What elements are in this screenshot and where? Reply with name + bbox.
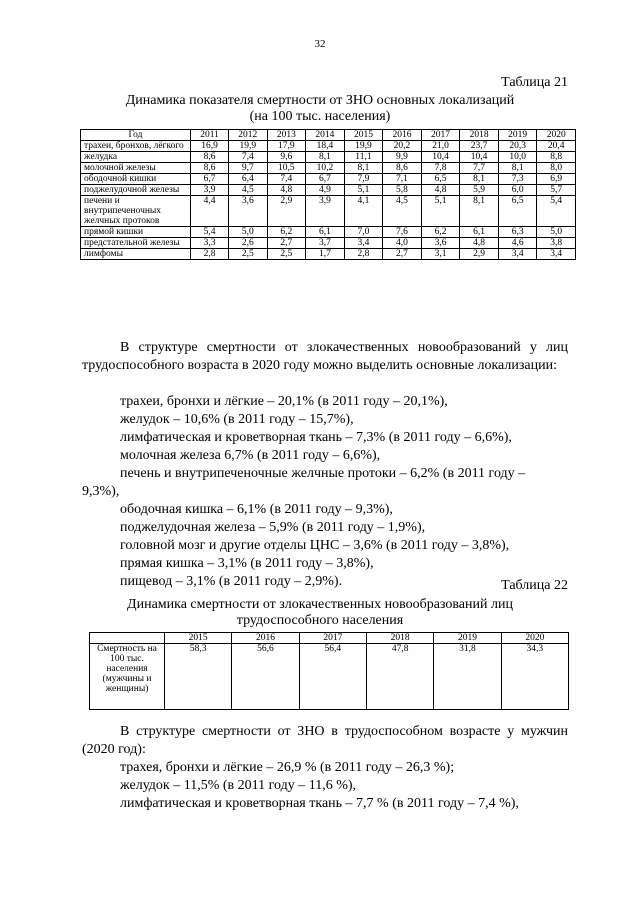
table21-cell: 5,0 bbox=[537, 227, 576, 238]
list1 bbox=[0, 393, 640, 591]
table21-cell: 7,1 bbox=[383, 174, 422, 185]
table21-cell: 3,4 bbox=[498, 249, 537, 260]
table21-cell: 3,9 bbox=[306, 196, 345, 227]
table21-cell: 6,7 bbox=[191, 174, 229, 185]
table21-cell: 8,6 bbox=[191, 163, 229, 174]
table21-cell: 10,0 bbox=[498, 152, 537, 163]
table21-header-cell: 2015 bbox=[344, 130, 383, 141]
table21-cell: 4,9 bbox=[306, 185, 345, 196]
table22-cell: 47,8 bbox=[366, 644, 433, 710]
table21-cell: 2,5 bbox=[267, 249, 306, 260]
table21-cell: 6,5 bbox=[498, 196, 537, 227]
table21-cell: 4,6 bbox=[498, 238, 537, 249]
table21-header-cell: 2011 bbox=[191, 130, 229, 141]
table21-cell: 7,4 bbox=[267, 174, 306, 185]
table21-row bbox=[81, 249, 576, 260]
table21-cell: 5,9 bbox=[460, 185, 499, 196]
table21-header-cell: 2014 bbox=[306, 130, 345, 141]
table21-row-label: желудка bbox=[81, 152, 191, 163]
table21-cell: 5,0 bbox=[229, 227, 268, 238]
table22-cell: 31,8 bbox=[434, 644, 501, 710]
table22-header-cell: 2019 bbox=[434, 633, 501, 644]
paragraph2 bbox=[82, 723, 568, 759]
table21-cell: 7,9 bbox=[344, 174, 383, 185]
table21-cell: 3,4 bbox=[344, 238, 383, 249]
table21-label: Таблица 21 bbox=[501, 75, 568, 90]
table21-cell: 2,7 bbox=[267, 238, 306, 249]
table21-cell: 5,1 bbox=[344, 185, 383, 196]
table22-label: Таблица 22 bbox=[501, 578, 568, 593]
table21-row bbox=[81, 141, 576, 152]
table21-cell: 4,8 bbox=[267, 185, 306, 196]
table21-cell: 5,4 bbox=[191, 227, 229, 238]
table21-cell: 8,6 bbox=[191, 152, 229, 163]
table21-header-cell: 2019 bbox=[498, 130, 537, 141]
table21-cell: 8,1 bbox=[306, 152, 345, 163]
list1-item: прямая кишка – 3,1% (в 2011 году – 3,8%), bbox=[120, 556, 374, 571]
table21-cell: 5,7 bbox=[537, 185, 576, 196]
table22-row-label: Смертность на 100 тыс. населения (мужчины и женщины) bbox=[90, 644, 165, 710]
table21-row bbox=[81, 174, 576, 185]
table21-cell: 4,0 bbox=[383, 238, 422, 249]
table21-cell: 19,9 bbox=[344, 141, 383, 152]
table21-cell: 6,1 bbox=[460, 227, 499, 238]
table22-title-line2: трудоспособного населения bbox=[236, 613, 404, 628]
table21-cell: 7,3 bbox=[498, 174, 537, 185]
table21-cell: 6,0 bbox=[498, 185, 537, 196]
table21-title-line1: Динамика показателя смертности от ЗНО основных локализаций bbox=[125, 93, 515, 108]
table21-cell: 3,3 bbox=[191, 238, 229, 249]
table22-title bbox=[80, 597, 560, 629]
table21-cell: 3,4 bbox=[537, 249, 576, 260]
table21-cell: 8,1 bbox=[498, 163, 537, 174]
table22-header-row bbox=[90, 633, 569, 644]
table21-cell: 2,6 bbox=[229, 238, 268, 249]
table22-header-cell: 2015 bbox=[165, 633, 232, 644]
table21-cell: 2,7 bbox=[383, 249, 422, 260]
table21-row-label: лимфомы bbox=[81, 249, 191, 260]
table21-cell: 10,2 bbox=[306, 163, 345, 174]
table21-row bbox=[81, 185, 576, 196]
table21-cell: 3,7 bbox=[306, 238, 345, 249]
table21-cell: 5,8 bbox=[383, 185, 422, 196]
table21-header-row bbox=[81, 130, 576, 141]
list2-item: желудок – 11,5% (в 2011 году – 11,6 %), bbox=[120, 778, 357, 793]
table21-cell: 3,6 bbox=[421, 238, 460, 249]
list1-item: молочная железа 6,7% (в 2011 году – 6,6%), bbox=[120, 448, 381, 463]
table21-cell: 1,7 bbox=[306, 249, 345, 260]
table21-cell: 17,9 bbox=[267, 141, 306, 152]
table21-header-cell: 2020 bbox=[537, 130, 576, 141]
table21-cell: 18,4 bbox=[306, 141, 345, 152]
table21-header-cell: 2013 bbox=[267, 130, 306, 141]
table21-cell: 10,4 bbox=[460, 152, 499, 163]
table21-cell: 3,6 bbox=[229, 196, 268, 227]
table21-title bbox=[80, 93, 560, 125]
table21-cell: 6,2 bbox=[267, 227, 306, 238]
table21-cell: 5,4 bbox=[537, 196, 576, 227]
table21-header-cell: 2018 bbox=[460, 130, 499, 141]
table22-cell: 34,3 bbox=[501, 644, 568, 710]
table22-cell: 56,4 bbox=[299, 644, 366, 710]
table21-cell: 2,9 bbox=[460, 249, 499, 260]
list1-item: лимфатическая и кроветворная ткань – 7,3% (в 2011 году – 6,6%), bbox=[120, 430, 512, 445]
table21-cell: 9,6 bbox=[267, 152, 306, 163]
table21-cell: 4,5 bbox=[383, 196, 422, 227]
list1-item: желудок – 10,6% (в 2011 году – 15,7%), bbox=[120, 412, 354, 427]
table21-cell: 3,8 bbox=[537, 238, 576, 249]
list1-item: печень и внутрипеченочные желчные протоки – 6,2% (в 2011 году – bbox=[120, 466, 526, 481]
list1-item: пищевод – 3,1% (в 2011 году – 2,9%). bbox=[120, 574, 343, 589]
table22 bbox=[89, 632, 569, 710]
table21-cell: 6,9 bbox=[537, 174, 576, 185]
table21-row-label: поджелудочной железы bbox=[81, 185, 191, 196]
list2-item: трахея, бронхи и лёгкие – 26,9 % (в 2011 году – 26,3 %); bbox=[120, 760, 455, 775]
table21-row bbox=[81, 238, 576, 249]
table21-cell: 6,2 bbox=[421, 227, 460, 238]
table22-cell: 56,6 bbox=[232, 644, 299, 710]
table22-cell: 58,3 bbox=[165, 644, 232, 710]
paragraph1 bbox=[82, 339, 568, 375]
table22-title-line1: Динамика смертности от злокачественных новообразований лиц bbox=[127, 597, 513, 612]
table21-cell: 21,0 bbox=[421, 141, 460, 152]
table21-cell: 7,0 bbox=[344, 227, 383, 238]
table21-cell: 9,9 bbox=[383, 152, 422, 163]
table21-cell: 6,4 bbox=[229, 174, 268, 185]
table21-cell: 20,4 bbox=[537, 141, 576, 152]
table21-title-line2: (на 100 тыс. населения) bbox=[249, 109, 391, 124]
table21-row-label: предстательной железы bbox=[81, 238, 191, 249]
table21-cell: 16,9 bbox=[191, 141, 229, 152]
table21-cell: 7,8 bbox=[421, 163, 460, 174]
list1-item: головной мозг и другие отделы ЦНС – 3,6% (в 2011 году – 3,8%), bbox=[120, 538, 510, 553]
table21-row bbox=[81, 163, 576, 174]
table21-cell: 11,1 bbox=[344, 152, 383, 163]
list2 bbox=[0, 759, 640, 813]
table21-cell: 8,1 bbox=[460, 174, 499, 185]
table21-header-cell: 2012 bbox=[229, 130, 268, 141]
table22-header-cell: 2017 bbox=[299, 633, 366, 644]
table21-cell: 3,9 bbox=[191, 185, 229, 196]
table21-cell: 8,0 bbox=[537, 163, 576, 174]
table21-cell: 8,8 bbox=[537, 152, 576, 163]
table22-header-cell: 2020 bbox=[501, 633, 568, 644]
table21-cell: 10,4 bbox=[421, 152, 460, 163]
table21-cell: 20,2 bbox=[383, 141, 422, 152]
table21-cell: 19,9 bbox=[229, 141, 268, 152]
table21-cell: 2,9 bbox=[267, 196, 306, 227]
paragraph1-text: В структуре смертности от злокачественных новообразований у лиц трудоспособного возраста в 2020 году можно выделить основные локализации: bbox=[82, 340, 568, 373]
table21-cell: 23,7 bbox=[460, 141, 499, 152]
table21-row-label: молочной железы bbox=[81, 163, 191, 174]
table21-cell: 8,1 bbox=[460, 196, 499, 227]
table21-cell: 4,1 bbox=[344, 196, 383, 227]
table21-cell: 6,7 bbox=[306, 174, 345, 185]
table21 bbox=[80, 129, 576, 260]
list2-item: лимфатическая и кроветворная ткань – 7,7 % (в 2011 году – 7,4 %), bbox=[120, 796, 519, 811]
table21-header-cell: 2016 bbox=[383, 130, 422, 141]
table21-cell: 6,3 bbox=[498, 227, 537, 238]
table21-row-label: прямой кишки bbox=[81, 227, 191, 238]
table21-cell: 6,1 bbox=[306, 227, 345, 238]
table21-cell: 4,8 bbox=[421, 185, 460, 196]
table21-cell: 8,1 bbox=[344, 163, 383, 174]
table21-row bbox=[81, 196, 576, 227]
table21-cell: 2,8 bbox=[344, 249, 383, 260]
table21-header-year: Год bbox=[81, 130, 191, 141]
table22-header-cell: 2016 bbox=[232, 633, 299, 644]
table21-cell: 4,4 bbox=[191, 196, 229, 227]
table21-cell: 20,3 bbox=[498, 141, 537, 152]
table21-cell: 7,7 bbox=[460, 163, 499, 174]
list1-item: поджелудочная железа – 5,9% (в 2011 году – 1,9%), bbox=[120, 520, 426, 535]
table21-row bbox=[81, 227, 576, 238]
table21-cell: 3,1 bbox=[421, 249, 460, 260]
table21-cell: 4,5 bbox=[229, 185, 268, 196]
table21-row-label: ободочной кишки bbox=[81, 174, 191, 185]
table21-header-cell: 2017 bbox=[421, 130, 460, 141]
page-number: 32 bbox=[314, 38, 326, 50]
list1-item: ободочная кишка – 6,1% (в 2011 году – 9,3%), bbox=[120, 502, 393, 517]
paragraph2-text: В структуре смертности от ЗНО в трудоспособном возрасте у мужчин (2020 год): bbox=[82, 724, 568, 757]
list1-item: трахеи, бронхи и лёгкие – 20,1% (в 2011 году – 20,1%), bbox=[120, 394, 448, 409]
table21-cell: 4,8 bbox=[460, 238, 499, 249]
table21-cell: 9,7 bbox=[229, 163, 268, 174]
table22-header-cell: 2018 bbox=[366, 633, 433, 644]
table21-cell: 7,6 bbox=[383, 227, 422, 238]
table21-row-label: трахеи, бронхов, лёгкого bbox=[81, 141, 191, 152]
table21-cell: 2,5 bbox=[229, 249, 268, 260]
table22-data-row bbox=[90, 644, 569, 710]
table21-cell: 10,5 bbox=[267, 163, 306, 174]
table21-cell: 7,4 bbox=[229, 152, 268, 163]
table21-cell: 6,5 bbox=[421, 174, 460, 185]
table21-cell: 8,6 bbox=[383, 163, 422, 174]
table21-cell: 5,1 bbox=[421, 196, 460, 227]
table21-cell: 2,8 bbox=[191, 249, 229, 260]
table21-row bbox=[81, 152, 576, 163]
list1-item: 9,3%), bbox=[82, 484, 120, 499]
table22-header-cell bbox=[90, 633, 165, 644]
table21-row-label: печени и внутрипеченочных желчных протоков bbox=[81, 196, 191, 227]
